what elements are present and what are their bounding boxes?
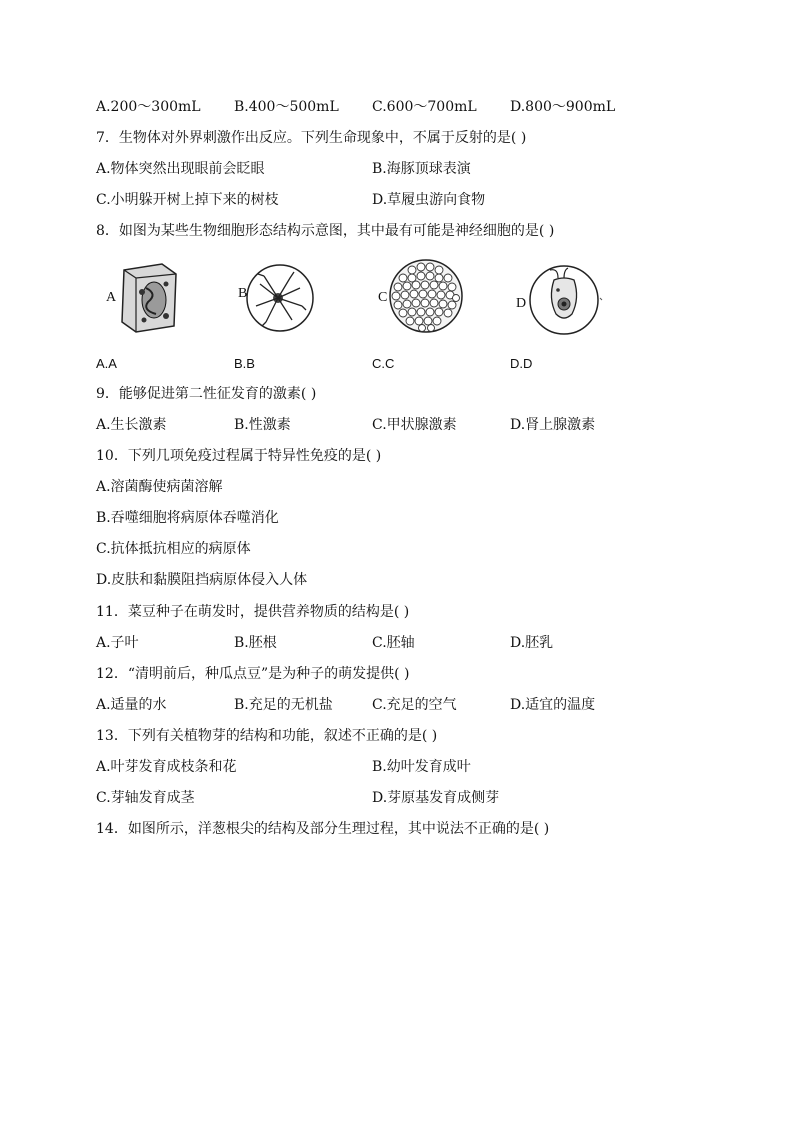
q8-option-a: A.A: [96, 356, 117, 371]
q6-option-b: B.400～500mL: [234, 99, 339, 115]
q13-option-d: D.芽原基发育成侧芽: [372, 790, 500, 806]
figure-label-c: C: [378, 290, 388, 305]
q7-option-d: D.草履虫游向食物: [372, 192, 486, 208]
euglena-cell-figure: [528, 264, 604, 336]
q7-stem: 7．生物体对外界刺激作出反应。下列生命现象中，不属于反射的是( ): [96, 130, 527, 146]
q6-option-c: C.600～700mL: [372, 99, 477, 115]
q11-stem: 11．菜豆种子在萌发时，提供营养物质的结构是( ): [96, 604, 410, 620]
q9-option-b: B.性激素: [234, 417, 291, 433]
q10-stem: 10．下列几项免疫过程属于特异性免疫的是( ): [96, 448, 382, 464]
figure-label-a: A: [106, 290, 117, 305]
plant-cell-figure: [118, 262, 180, 334]
q10-option-d: D.皮肤和黏膜阻挡病原体侵入人体: [96, 572, 308, 588]
q10-option-b: B.吞噬细胞将病原体吞噬消化: [96, 510, 279, 526]
q11-option-c: C.胚轴: [372, 635, 415, 651]
q8-option-d: D.D: [510, 356, 533, 371]
q9-stem: 9．能够促进第二性征发育的激素( ): [96, 386, 317, 402]
neuron-cell-figure: [244, 262, 316, 334]
q11-option-d: D.胚乳: [510, 635, 554, 651]
q8-option-c: C.C: [372, 356, 395, 371]
q12-stem: 12．“清明前后，种瓜点豆”是为种子的萌发提供( ): [96, 666, 410, 682]
q9-option-c: C.甲状腺激素: [372, 417, 457, 433]
q13-option-b: B.幼叶发育成叶: [372, 759, 471, 775]
cell-mass-figure: [388, 258, 464, 334]
q9-option-d: D.肾上腺激素: [510, 417, 596, 433]
q12-option-c: C.充足的空气: [372, 697, 457, 713]
q7-option-a: A.物体突然出现眼前会眨眼: [96, 161, 265, 177]
q14-stem: 14．如图所示，洋葱根尖的结构及部分生理过程，其中说法不正确的是( ): [96, 821, 550, 837]
q6-option-d: D.800～900mL: [510, 99, 616, 115]
figure-label-b: B: [238, 286, 248, 301]
q10-option-c: C.抗体抵抗相应的病原体: [96, 541, 251, 557]
q9-option-a: A.生长激素: [96, 417, 167, 433]
q13-option-a: A.叶芽发育成枝条和花: [96, 759, 237, 775]
q8-stem: 8．如图为某些生物细胞形态结构示意图，其中最有可能是神经细胞的是( ): [96, 223, 555, 239]
q11-option-a: A.子叶: [96, 635, 139, 651]
figure-label-d: D: [516, 296, 527, 311]
q12-option-d: D.适宜的温度: [510, 697, 596, 713]
q10-option-a: A.溶菌酶使病菌溶解: [96, 479, 223, 495]
q7-option-c: C.小明躲开树上掉下来的树枝: [96, 192, 279, 208]
q12-option-b: B.充足的无机盐: [234, 697, 333, 713]
q13-option-c: C.芽轴发育成茎: [96, 790, 195, 806]
q7-option-b: B.海豚顶球表演: [372, 161, 471, 177]
q11-option-b: B.胚根: [234, 635, 277, 651]
q13-stem: 13．下列有关植物芽的结构和功能，叙述不正确的是( ): [96, 728, 438, 744]
q6-option-a: A.200～300mL: [96, 99, 201, 115]
q12-option-a: A.适量的水: [96, 697, 167, 713]
q8-option-b: B.B: [234, 356, 255, 371]
